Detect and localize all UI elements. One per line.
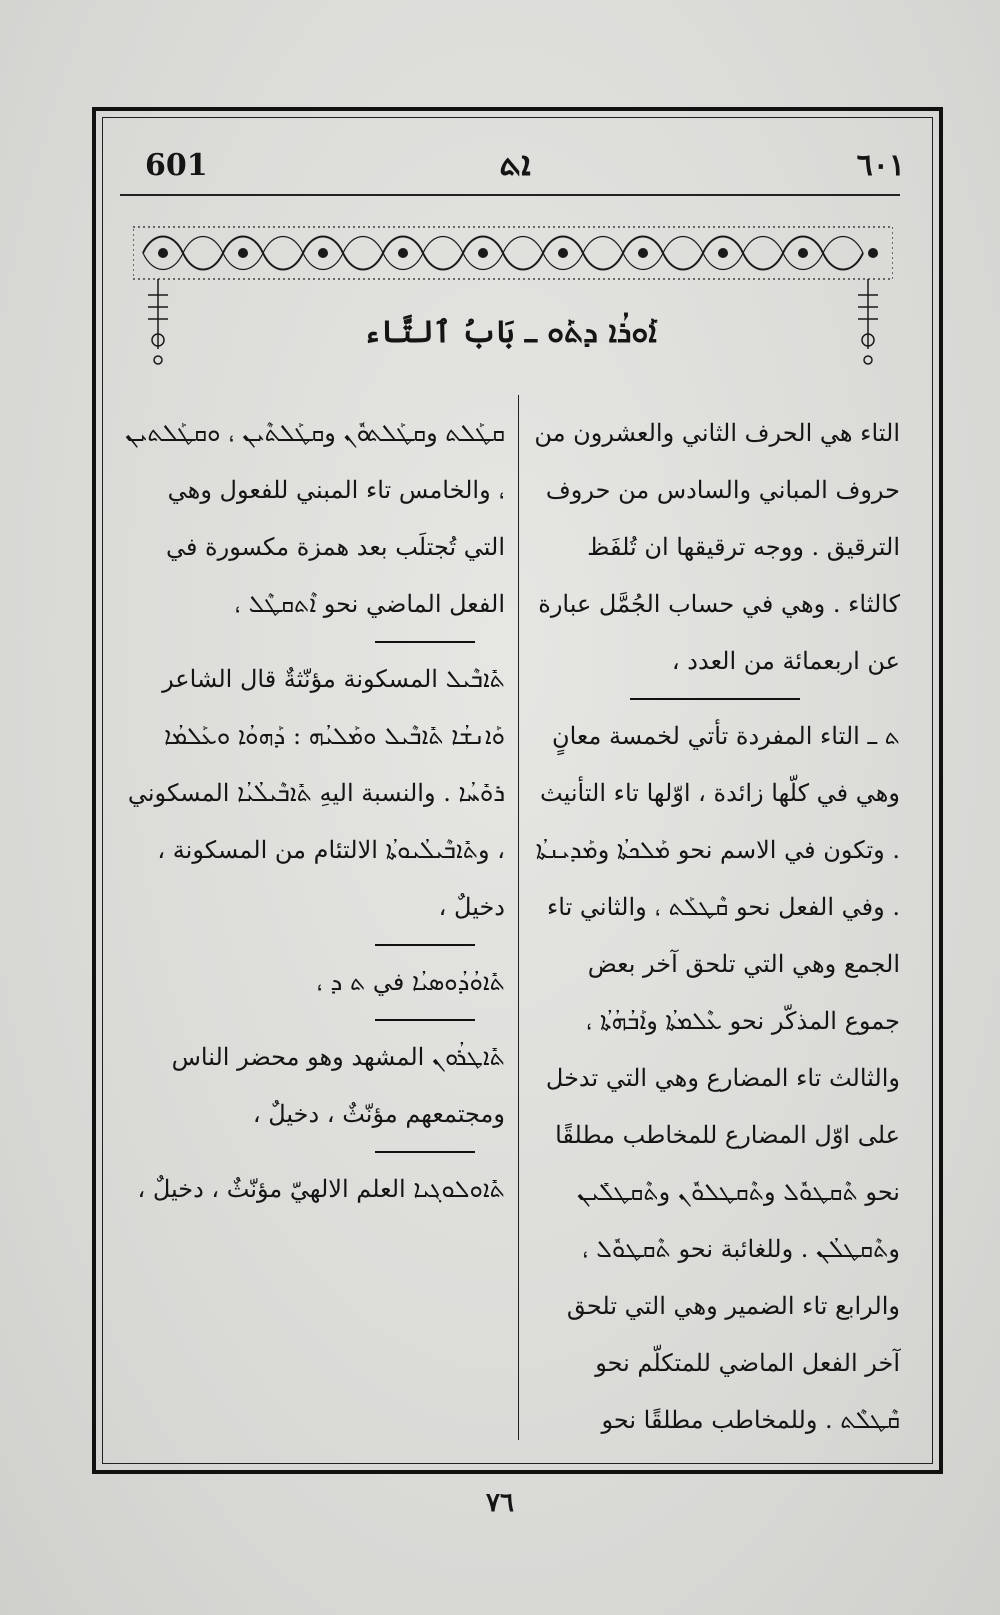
page-number-latin: 601 <box>145 148 208 183</box>
signature-number: ٧٦ <box>486 1488 514 1518</box>
entry-theatron: ܬܺܐܛܪܳܘܢ المشهد وهو محضر الناس ومجتمعهم مؤنّثٌ ، دخيلٌ ، <box>171 1043 505 1128</box>
entry-theodosia: ܬܺܐܘܳܕܳܘܣܝܳܐ في ܬ ܕ ، <box>316 968 505 996</box>
entry-tebel: ܬܺܐܒܶܝܠ المسكونة مؤنّثةٌ قال الشاعر ܘܰܐܢܫܳܐ ܬܺܐܒܶܝܠ ܘܡܰܠܝܳܗ : ܕܰܗܘܳܐ ܘܥܰܠܡܳܐ ܪܘܺܚܳܐ . والنسبة اليهِ ܬܺܐܒܶܝܠܳܝܳܐ المسكوني ، وܬܺܐܒܶܝܠܳܝܘܬܳܐ الالتئام من المسكونة ، دخيلٌ ، <box>127 665 505 921</box>
left-column <box>120 405 505 1218</box>
section-rule <box>375 1019 475 1021</box>
header-rule <box>120 194 900 196</box>
section-rule <box>375 641 475 643</box>
page-number-arabic: ٦٠١ <box>856 148 905 183</box>
section-rule <box>375 1151 475 1153</box>
running-header <box>120 140 910 190</box>
right-column <box>530 405 900 1449</box>
running-head-syriac: ܐܬ <box>499 144 531 184</box>
paragraph-intro: التاء هي الحرف الثاني والعشرون من حروف المباني والسادس من حروف الترقيق . ووجه ترقيقها ان تُلفَظ كالثاء . وهي في حساب الجُمَّل عبارة عن اربعمائة من العدد ، <box>534 419 900 675</box>
column-divider <box>518 395 519 1440</box>
entry-theologia: ܬܺܐܘܠܘܓܝܐ العلم الالهيّ مؤنّثٌ ، دخيلٌ ، <box>137 1175 505 1203</box>
paragraph-taw-meanings: ܬ ـ التاء المفردة تأتي لخمسة معانٍ وهي في كلّها زائدة ، اوّلها تاء التأنيث . وتكون في الاسم نحو ܡܰܠܟܬܳܐ وܡܰܕܝܢܬܳܐ . وفي الفعل نحو ܩܶܛܠܰܬ ، والثاني تاء الجمع وهي التي تلحق آخر بعض جموع المذكّر نحو ܥܶܠܡܬܳܐ وܐܰܒܳܗܳܬܳܐ ، والثالث تاء المضارع وهي التي تدخل على اوّل المضارع للمخاطب مطلقًا نحو ܬܶܩܛܘܽܠ وܬܶܩܛܠܘܽܢ وܬܶܩܛܠܺܝܢ وܬܶܩܛܠܳܢ . وللغائبة نحو ܬܶܩܛܘܽܠ ، والرابع تاء الضمير وهي التي تلحق آخر الفعل الماضي للمتكلّم نحو ܩܶܛܠܶܬ . وللمخاطب مطلقًا نحو <box>535 722 900 1434</box>
section-rule <box>375 944 475 946</box>
paragraph-continuation: ܩܛܰܠܬ وܩܛܰܠܬܘܽܢ وܩܛܰܠܬܶܝܢ ، ܘܩܛܰܠܬܝܢ ، والخامس تاء المبني للفعول وهي التي تُجتلَب بعد همزة مكسورة في الفعل الماضي نحو ܐܶܬܩܛܶܠ ، <box>125 419 505 618</box>
chapter-title: ܐܰܘܪܳܐ ܕܬܰܘ ـ بَابُ ٱلتَّاء <box>363 315 657 350</box>
section-rule <box>630 698 800 700</box>
